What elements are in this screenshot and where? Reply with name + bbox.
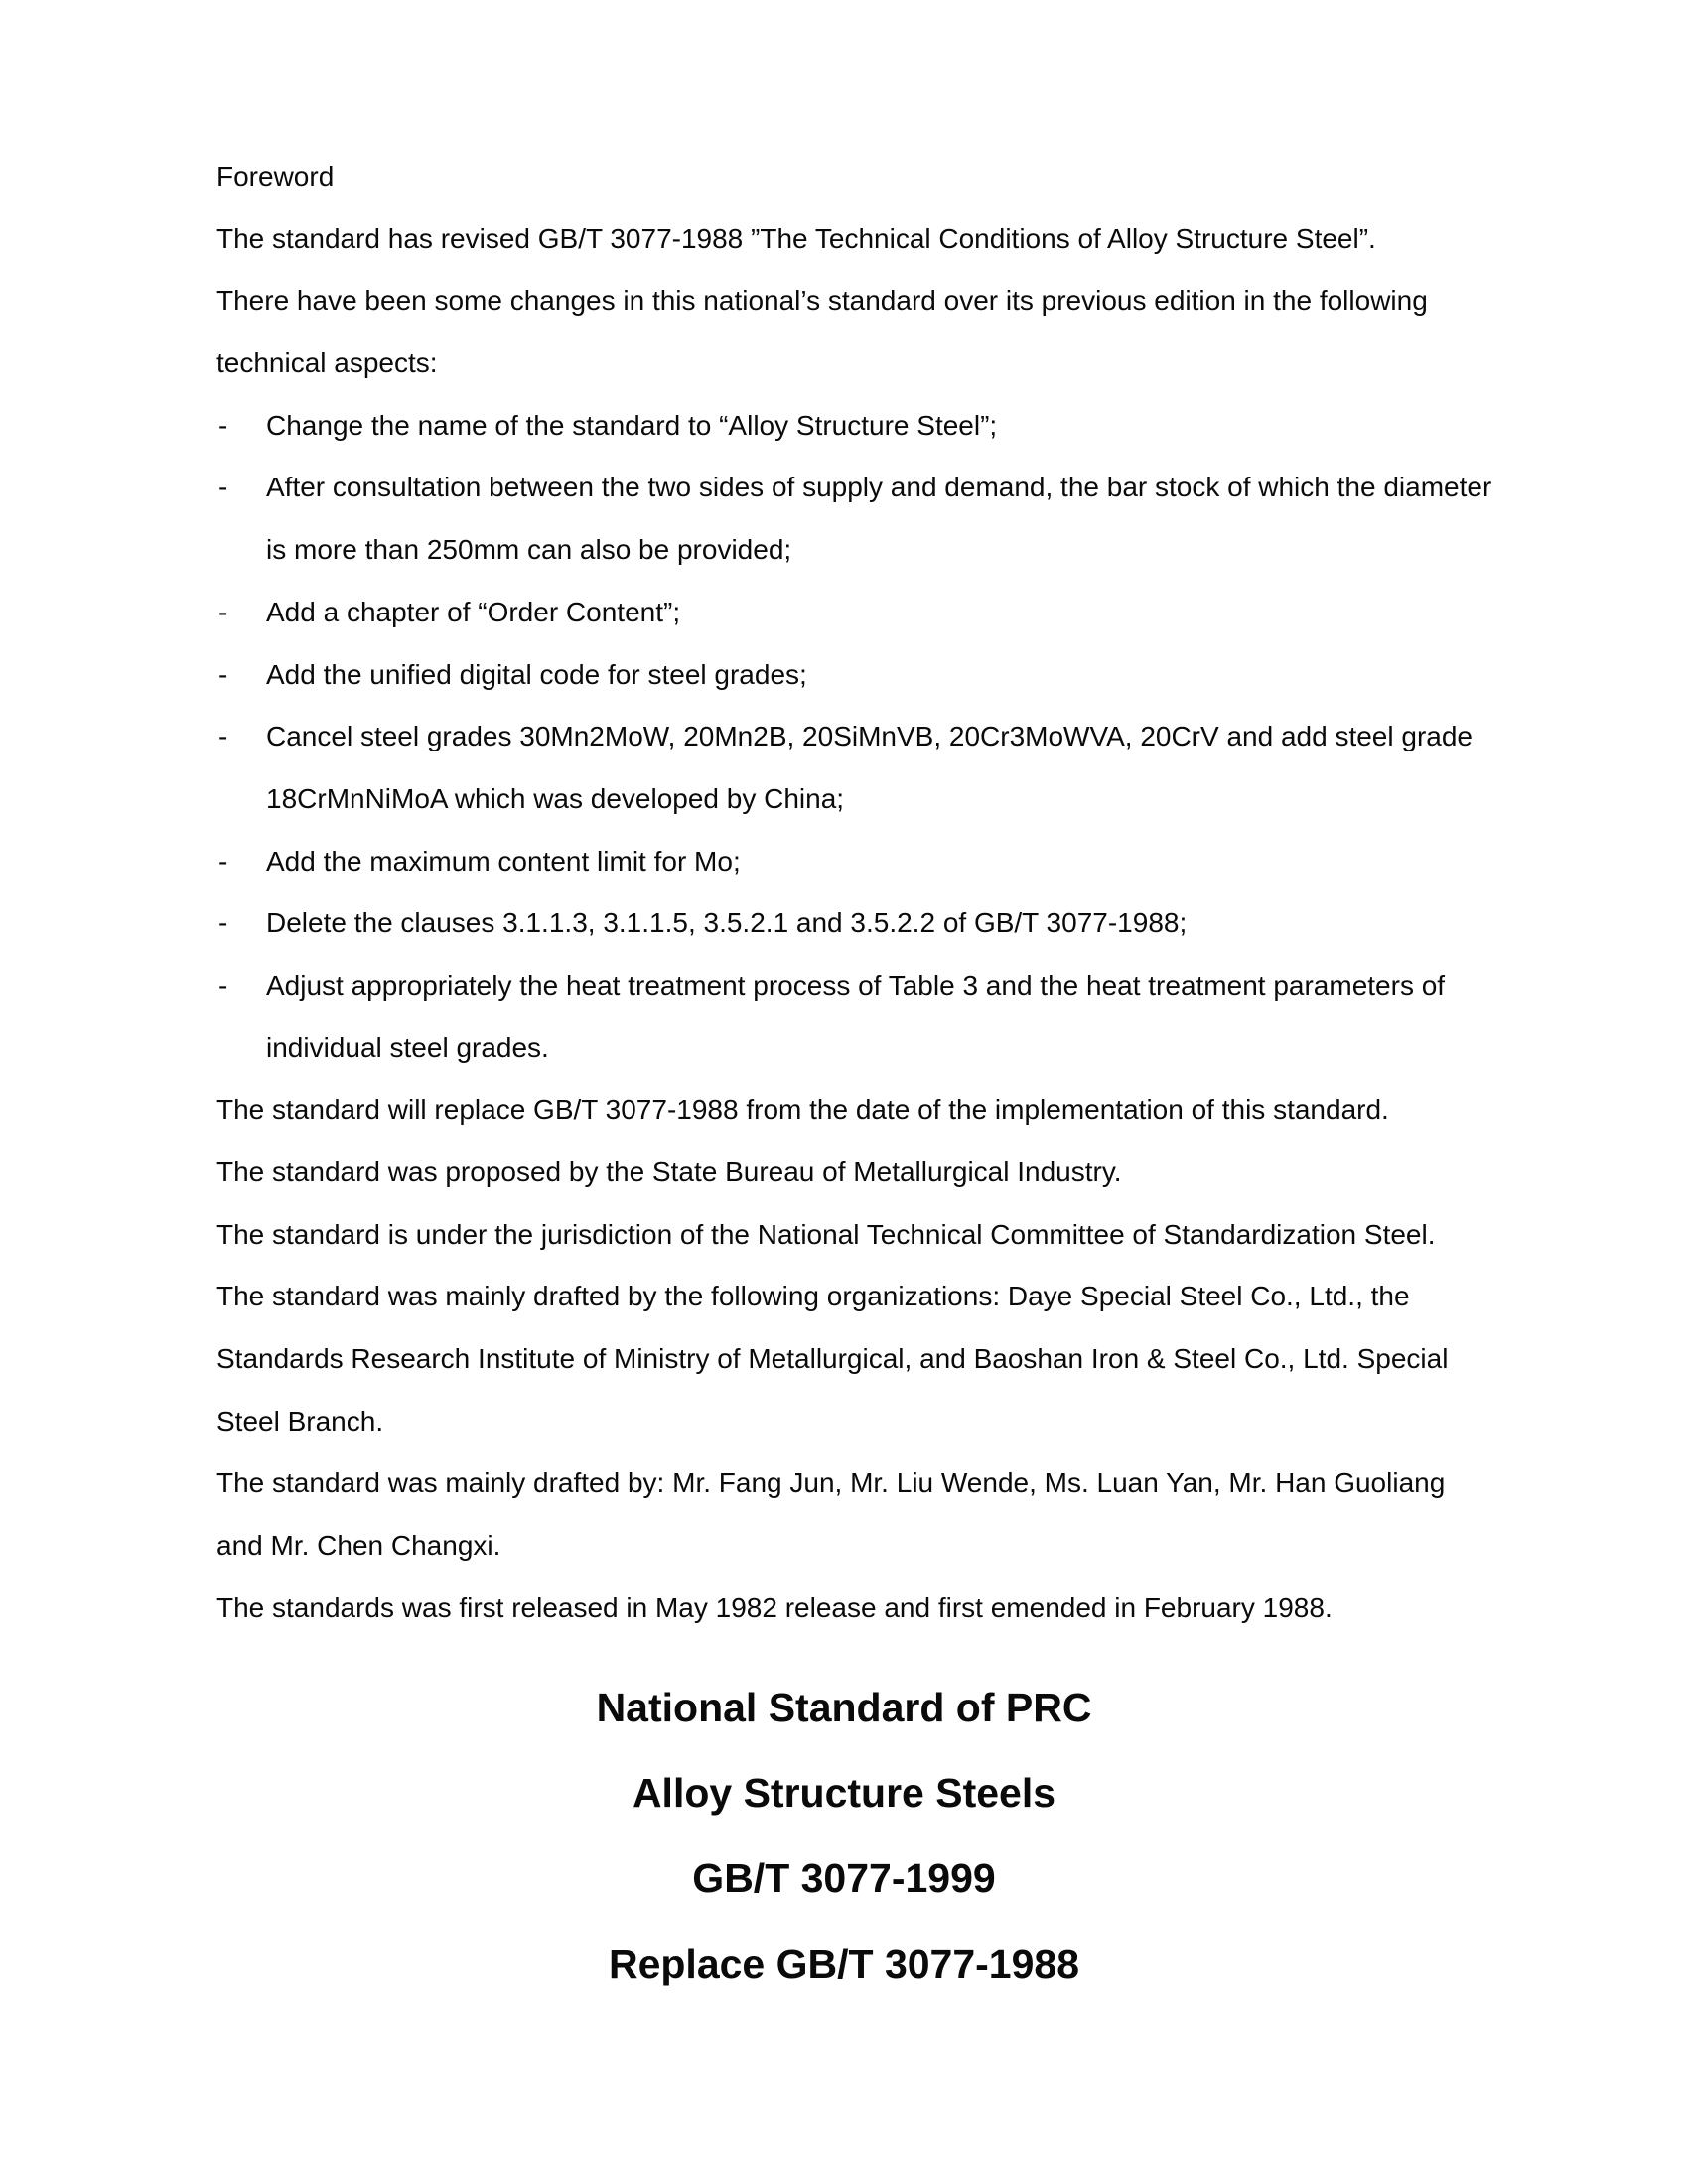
foreword-section	[216, 146, 1688, 1640]
bullet-item-text: Add the maximum content limit for Mo;	[266, 845, 741, 877]
paragraph-line: The standard was proposed by the State Bureau of Metallurgical Industry.	[216, 1157, 1122, 1187]
paragraph-line: The standards was first released in May 1982 release and first emended in February 1988.	[216, 1591, 1333, 1623]
bullet-dash-marker: -	[218, 596, 228, 627]
bullet-dash-marker: -	[218, 658, 228, 690]
bullet-item-text: Cancel steel grades 30Mn2MoW, 20Mn2B, 20SiMnVB, 20Cr3MoWVA, 20CrV and add steel grade	[266, 721, 1473, 752]
paragraph-line: Standards Research Institute of Ministry of Metallurgical, and Baoshan Iron & Steel Co., Ltd. Special	[216, 1343, 1449, 1375]
bullet-dash-marker: -	[218, 721, 228, 752]
bullet-item	[216, 892, 1688, 955]
bullet-item-text: Add a chapter of “Order Content”;	[266, 596, 681, 627]
bullet-dash-marker: -	[218, 907, 228, 939]
bullet-item-text: Change the name of the standard to “Alloy Structure Steel”;	[266, 409, 998, 441]
bullet-item-text: Adjust appropriately the heat treatment process of Table 3 and the heat treatment parameters of	[266, 969, 1446, 1001]
title-line: GB/T 3077-1999	[692, 1855, 996, 1901]
bullet-continuation-line: 18CrMnNiMoA which was developed by China;	[266, 782, 845, 814]
bullet-item-text: Delete the clauses 3.1.1.3, 3.1.1.5, 3.5.2.1 and 3.5.2.2 of GB/T 3077-1988;	[266, 907, 1188, 939]
bullet-dash-marker: -	[218, 472, 228, 503]
bullet-item	[216, 582, 1688, 644]
bullet-item-text: Add the unified digital code for steel grades;	[266, 658, 807, 690]
bullet-continuation-line: individual steel grades.	[266, 1031, 549, 1063]
bullet-item	[216, 955, 1688, 1018]
paragraph-line: The standard was mainly drafted by: Mr. Fang Jun, Mr. Liu Wende, Ms. Luan Yan, Mr. Han Guoliang	[216, 1467, 1446, 1499]
bullet-item	[216, 706, 1688, 768]
title-line: Replace GB/T 3077-1988	[608, 1941, 1080, 1986]
foreword-heading: Foreword	[216, 161, 335, 192]
paragraph-line: The standard was mainly drafted by the following organizations: Daye Special Steel Co., Ltd., the	[216, 1281, 1410, 1312]
bullet-item	[216, 831, 1688, 893]
bullet-dash-marker: -	[218, 969, 228, 1001]
paragraph-line: There have been some changes in this national’s standard over its previous edition in the following	[216, 285, 1428, 317]
paragraph-line: The standard will replace GB/T 3077-1988 from the date of the implementation of this standard.	[216, 1094, 1389, 1126]
bullet-item	[216, 395, 1688, 458]
bullet-item-text: After consultation between the two sides of supply and demand, the bar stock of which the diameter	[266, 472, 1492, 503]
title-line: Alloy Structure Steels	[632, 1770, 1056, 1816]
paragraph-line: technical aspects:	[216, 347, 438, 379]
paragraph-line: Steel Branch.	[216, 1405, 384, 1436]
paragraph-line: and Mr. Chen Changxi.	[216, 1530, 501, 1562]
bullet-item	[216, 457, 1688, 519]
title-line: National Standard of PRC	[596, 1685, 1092, 1730]
bullet-item	[216, 644, 1688, 707]
paragraph-line: The standard has revised GB/T 3077-1988 ”The Technical Conditions of Alloy Structure Steel”.	[216, 222, 1376, 254]
bullet-dash-marker: -	[218, 409, 228, 441]
title-block	[0, 1665, 1688, 2006]
bullet-continuation-line: is more than 250mm can also be provided;	[266, 534, 792, 566]
paragraph-line: The standard is under the jurisdiction of the National Technical Committee of Standardization Steel.	[216, 1218, 1436, 1250]
bullet-dash-marker: -	[218, 845, 228, 877]
